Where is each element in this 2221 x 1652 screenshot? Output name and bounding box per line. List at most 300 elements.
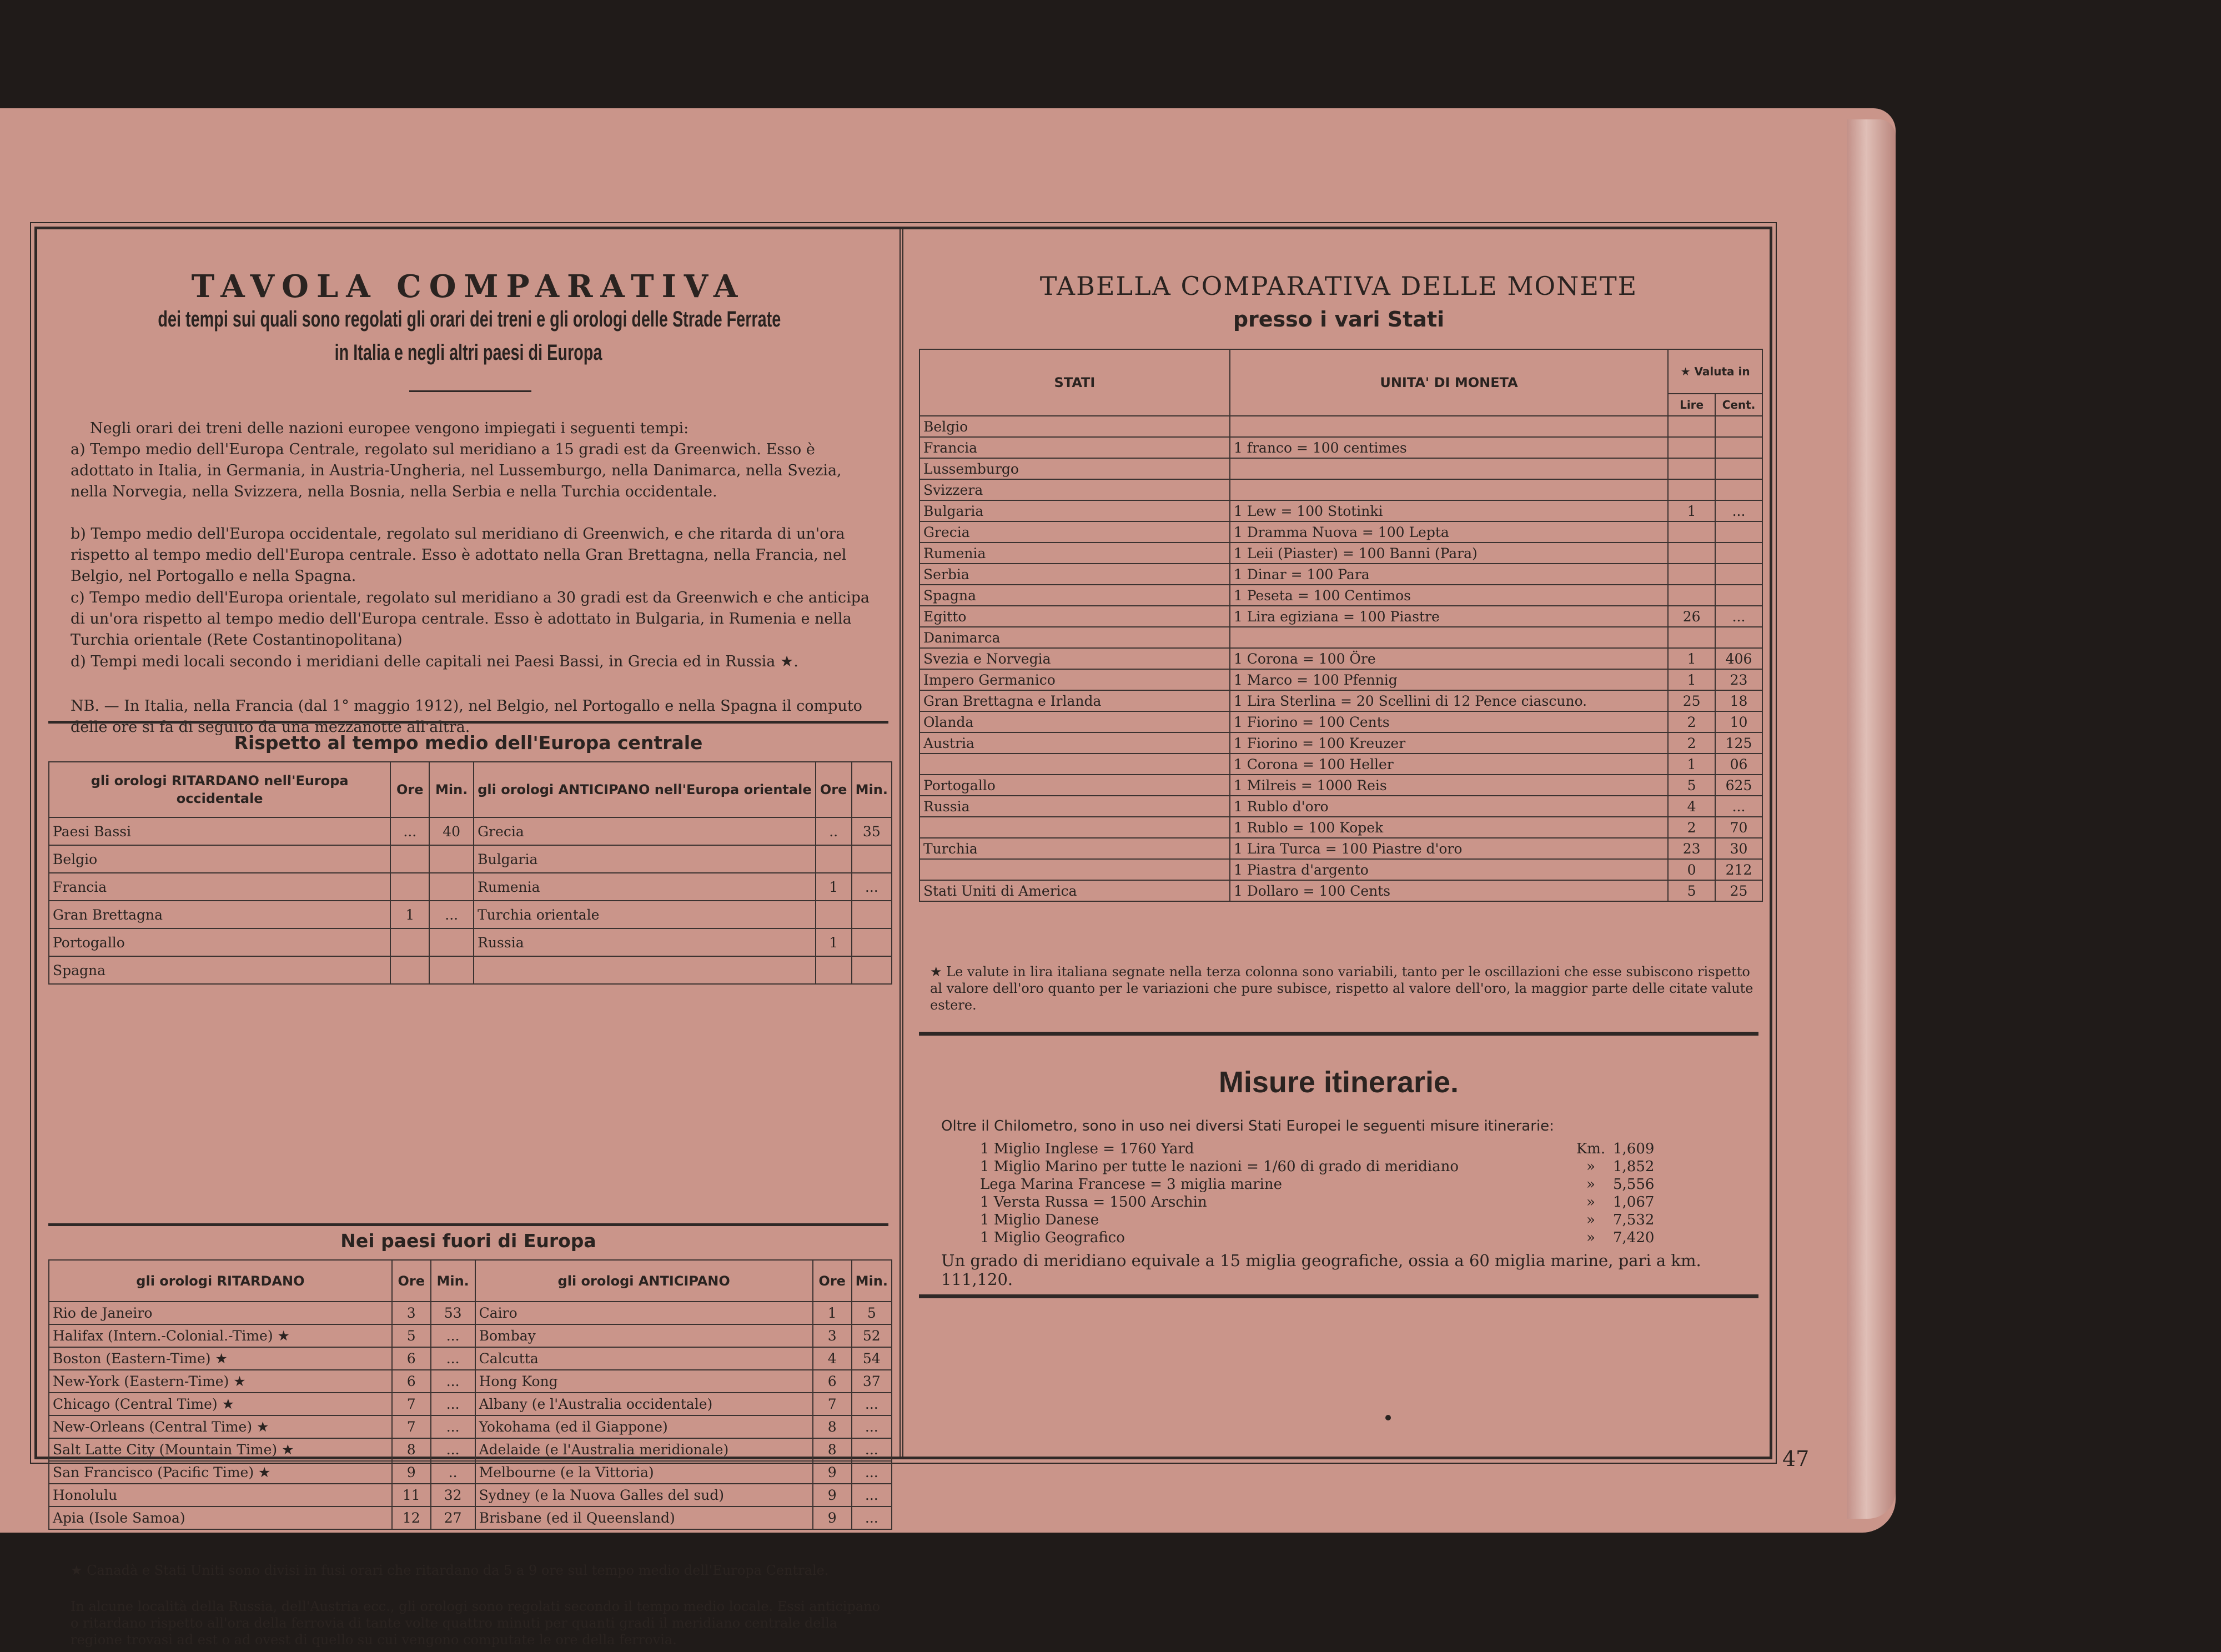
right-title: TABELLA COMPARATIVA DELLE MONETE xyxy=(1039,271,1638,301)
minutes: ... xyxy=(431,1438,475,1461)
state-name: Belgio xyxy=(919,416,1230,437)
value-cent: 625 xyxy=(1715,775,1762,796)
measure-value: 1,852 xyxy=(1613,1158,1655,1175)
table-row xyxy=(919,648,1762,669)
value-cent: 10 xyxy=(1715,711,1762,732)
measure-row xyxy=(980,1211,1674,1229)
value-cent xyxy=(1715,437,1762,458)
state-name: Gran Brettagna e Irlanda xyxy=(919,690,1230,711)
measure-unit: » xyxy=(1586,1176,1595,1193)
header-ore: Ore xyxy=(392,1260,431,1302)
value-cent xyxy=(1715,627,1762,648)
minutes xyxy=(429,845,474,873)
table-row xyxy=(919,880,1762,901)
table-row xyxy=(919,543,1762,564)
value-cent xyxy=(1715,564,1762,585)
europe-table xyxy=(48,761,892,985)
state-name: Spagna xyxy=(919,585,1230,606)
hours: 9 xyxy=(813,1484,852,1507)
hours: 1 xyxy=(816,928,852,956)
value-lire xyxy=(1668,543,1715,564)
table-row xyxy=(49,1484,892,1507)
measure-unit: » xyxy=(1586,1212,1595,1228)
hours xyxy=(390,956,429,984)
table-row xyxy=(919,754,1762,775)
minutes: ... xyxy=(431,1370,475,1393)
value-cent xyxy=(1715,521,1762,543)
value-cent: 125 xyxy=(1715,732,1762,754)
minutes: 35 xyxy=(852,817,892,845)
country-name: Portogallo xyxy=(49,928,390,956)
measure-name: 1 Miglio Geografico xyxy=(980,1229,1125,1246)
header-stati: STATI xyxy=(919,349,1230,416)
measure-name: 1 Miglio Marino per tutte le nazioni = 1/60 di grado di meridiano xyxy=(980,1158,1459,1175)
state-name: Lussemburgo xyxy=(919,458,1230,479)
table-row xyxy=(919,711,1762,732)
hours: 6 xyxy=(813,1370,852,1393)
state-name: Portogallo xyxy=(919,775,1230,796)
hours: 7 xyxy=(392,1393,431,1415)
hours: 3 xyxy=(392,1302,431,1324)
table-row xyxy=(919,775,1762,796)
currency-unit: 1 Piastra d'argento xyxy=(1230,859,1668,880)
currency-unit: 1 Dramma Nuova = 100 Lepta xyxy=(1230,521,1668,543)
state-name xyxy=(919,754,1230,775)
value-cent: 23 xyxy=(1715,669,1762,690)
footnote-2: In alcune località della Russia, dell'Austria ecc., gli orologi sono regolati secondo il tempo medio locale. Essi anticipano o ritardano rispetto all'ora della ferrovia di tante volte quattro minuti per quanti gradi il meridiano centrale della regione trovasi ad est o ad ovest di quello su cui vengono computate le ore della ferrovia. xyxy=(71,1599,881,1648)
value-cent: ... xyxy=(1715,606,1762,627)
minutes: ... xyxy=(852,1415,892,1438)
table-row xyxy=(49,817,892,845)
table-row xyxy=(49,1393,892,1415)
table-row xyxy=(919,437,1762,458)
value-lire: 1 xyxy=(1668,648,1715,669)
para-nb: NB. — In Italia, nella Francia (dal 1° maggio 1912), nel Belgio, nel Portogallo e nella Spagna il computo delle ore si fa di seguito da una mezzanotte all'altra. xyxy=(71,697,862,736)
value-lire: 0 xyxy=(1668,859,1715,880)
para-a: a) Tempo medio dell'Europa Centrale, regolato sul meridiano a 15 gradi est da Greenwich. Esso è adottato in Italia, in Germania, in Austria-Ungheria, nel Lussemburgo, nella Danimarca, nella Svezia, nella Norvegia, nella Svizzera, nella Bosnia, nella Serbia e nella Turchia occidentale. xyxy=(71,441,842,500)
misure-title: Misure itinerarie. xyxy=(1218,1066,1459,1099)
minutes: ... xyxy=(852,1393,892,1415)
hours: 6 xyxy=(392,1370,431,1393)
state-name: Svezia e Norvegia xyxy=(919,648,1230,669)
table-row xyxy=(919,859,1762,880)
minutes xyxy=(429,928,474,956)
hours: 12 xyxy=(392,1507,431,1529)
header-ant-east: gli orologi ANTICIPANO nell'Europa orientale xyxy=(474,762,816,817)
minutes xyxy=(429,956,474,984)
table-row xyxy=(49,1438,892,1461)
minutes xyxy=(852,845,892,873)
header-valuta: ★ Valuta in xyxy=(1668,349,1762,394)
value-cent xyxy=(1715,543,1762,564)
measure-row xyxy=(980,1229,1674,1247)
misure-foot: Un grado di meridiano equivale a 15 miglia geografiche, ossia a 60 miglia marine, pari a km. 111,120. xyxy=(941,1251,1701,1289)
city-name: Cairo xyxy=(475,1302,813,1324)
left-subtitle-2: in Italia e negli altri paesi di Europa xyxy=(334,340,602,365)
minutes: 40 xyxy=(429,817,474,845)
para-c: c) Tempo medio dell'Europa orientale, regolato sul meridiano a 30 gradi est da Greenwich e che anticipa di un'ora rispetto al tempo medio dell'Europa centrale. Esso è adottato in Bulgaria, in Rumenia e nella Turchia orientale (Rete Costantinopolitana) xyxy=(71,589,870,649)
minutes: ... xyxy=(429,901,474,928)
right-subtitle: presso i vari Stati xyxy=(1233,307,1445,332)
table-row xyxy=(919,500,1762,521)
table-row xyxy=(49,1507,892,1529)
measure-unit: » xyxy=(1586,1158,1595,1175)
state-name: Olanda xyxy=(919,711,1230,732)
currency-unit: 1 Dinar = 100 Para xyxy=(1230,564,1668,585)
value-cent xyxy=(1715,458,1762,479)
header-min: Min. xyxy=(852,762,892,817)
value-lire: 23 xyxy=(1668,838,1715,859)
minutes: .. xyxy=(431,1461,475,1484)
table-row xyxy=(49,1324,892,1347)
minutes: ... xyxy=(431,1393,475,1415)
ink-dot xyxy=(1385,1415,1391,1420)
currency-unit: 1 Milreis = 1000 Reis xyxy=(1230,775,1668,796)
hours xyxy=(816,901,852,928)
hours: 8 xyxy=(392,1438,431,1461)
currency-unit: 1 Lira Turca = 100 Piastre d'oro xyxy=(1230,838,1668,859)
hours: 6 xyxy=(392,1347,431,1370)
header-rit: gli orologi RITARDANO xyxy=(49,1260,392,1302)
minutes: ... xyxy=(852,1507,892,1529)
page-number: 47 xyxy=(1782,1447,1810,1471)
city-name: Halifax (Intern.-Colonial.-Time) ★ xyxy=(49,1324,392,1347)
value-cent: ... xyxy=(1715,796,1762,817)
misure-list xyxy=(980,1140,1674,1247)
country-name: Spagna xyxy=(49,956,390,984)
value-lire xyxy=(1668,564,1715,585)
table-row xyxy=(919,564,1762,585)
table-row xyxy=(919,838,1762,859)
value-cent: 212 xyxy=(1715,859,1762,880)
hours: .. xyxy=(816,817,852,845)
value-lire: 26 xyxy=(1668,606,1715,627)
country-name: Belgio xyxy=(49,845,390,873)
value-cent: ... xyxy=(1715,500,1762,521)
city-name: Brisbane (ed il Queensland) xyxy=(475,1507,813,1529)
minutes: 52 xyxy=(852,1324,892,1347)
table-row xyxy=(919,817,1762,838)
currency-unit: 1 Rublo d'oro xyxy=(1230,796,1668,817)
value-lire xyxy=(1668,458,1715,479)
hours: 9 xyxy=(813,1461,852,1484)
minutes xyxy=(429,873,474,901)
table-row xyxy=(919,732,1762,754)
hours: 8 xyxy=(813,1438,852,1461)
value-lire: 5 xyxy=(1668,775,1715,796)
value-lire: 2 xyxy=(1668,711,1715,732)
value-lire xyxy=(1668,627,1715,648)
hours xyxy=(816,845,852,873)
measure-value: 7,420 xyxy=(1613,1229,1655,1246)
currency-unit: 1 franco = 100 centimes xyxy=(1230,437,1668,458)
city-name: Apia (Isole Samoa) xyxy=(49,1507,392,1529)
footnote-1: ★ Canadà e Stati Uniti sono divisi in fusi orari che ritardano da 5 a 9 ore sul tempo medio dell'Europa Centrale. xyxy=(71,1563,829,1578)
minutes: 54 xyxy=(852,1347,892,1370)
minutes xyxy=(852,928,892,956)
value-cent: 18 xyxy=(1715,690,1762,711)
header-cent: Cent. xyxy=(1715,394,1762,416)
hours: ... xyxy=(390,817,429,845)
minutes: 32 xyxy=(431,1484,475,1507)
table-row xyxy=(49,901,892,928)
table-row xyxy=(49,1415,892,1438)
time-comparison-panel xyxy=(37,229,903,1648)
hours: 1 xyxy=(390,901,429,928)
state-name: Egitto xyxy=(919,606,1230,627)
value-lire: 1 xyxy=(1668,754,1715,775)
currency-unit xyxy=(1230,416,1668,437)
minutes: ... xyxy=(431,1347,475,1370)
hours: 8 xyxy=(813,1415,852,1438)
hours: 9 xyxy=(813,1507,852,1529)
value-cent xyxy=(1715,479,1762,500)
state-name: Turchia xyxy=(919,838,1230,859)
measure-row xyxy=(980,1176,1674,1193)
empty-cell xyxy=(852,956,892,984)
value-lire: 5 xyxy=(1668,880,1715,901)
header-unita: UNITA' DI MONETA xyxy=(1230,349,1668,416)
table-row xyxy=(49,956,892,984)
measure-unit: » xyxy=(1586,1194,1595,1211)
currency-unit xyxy=(1230,458,1668,479)
table-row xyxy=(49,1370,892,1393)
header-ore: Ore xyxy=(816,762,852,817)
value-lire: 2 xyxy=(1668,817,1715,838)
value-lire xyxy=(1668,437,1715,458)
table-row xyxy=(919,416,1762,437)
measure-value: 5,556 xyxy=(1613,1176,1655,1193)
country-name: Gran Brettagna xyxy=(49,901,390,928)
value-lire xyxy=(1668,521,1715,543)
value-cent: 30 xyxy=(1715,838,1762,859)
table-row xyxy=(919,669,1762,690)
table-row xyxy=(919,796,1762,817)
document-frame xyxy=(34,227,1772,1648)
currency-note: ★ Le valute in lira italiana segnate nella terza colonna sono variabili, tanto per le oscillazioni che esse subiscono rispetto al valore dell'oro quanto per le variazioni che pure subisce, rispetto al valore dell'oro, la maggior parte delle citate valute estere. xyxy=(930,964,1753,1013)
currency-unit xyxy=(1230,627,1668,648)
country-name: Turchia orientale xyxy=(474,901,816,928)
table-row xyxy=(919,606,1762,627)
table-row xyxy=(919,458,1762,479)
left-title: TAVOLA COMPARATIVA xyxy=(191,268,746,305)
city-name: Hong Kong xyxy=(475,1370,813,1393)
table-row xyxy=(49,928,892,956)
table-row xyxy=(49,845,892,873)
state-name: Bulgaria xyxy=(919,500,1230,521)
city-name: Melbourne (e la Vittoria) xyxy=(475,1461,813,1484)
currency-unit: 1 Fiorino = 100 Kreuzer xyxy=(1230,732,1668,754)
hours xyxy=(390,873,429,901)
city-name: New-York (Eastern-Time) ★ xyxy=(49,1370,392,1393)
table-row xyxy=(919,521,1762,543)
currency-unit xyxy=(1230,479,1668,500)
header-ore: Ore xyxy=(390,762,429,817)
value-cent xyxy=(1715,585,1762,606)
state-name: Serbia xyxy=(919,564,1230,585)
minutes: ... xyxy=(852,1484,892,1507)
title-rule xyxy=(409,390,531,392)
minutes: ... xyxy=(852,1461,892,1484)
table-row xyxy=(919,585,1762,606)
value-cent: 06 xyxy=(1715,754,1762,775)
minutes: ... xyxy=(431,1415,475,1438)
value-lire: 25 xyxy=(1668,690,1715,711)
country-name: Grecia xyxy=(474,817,816,845)
measure-name: 1 Miglio Inglese = 1760 Yard xyxy=(980,1141,1194,1157)
city-name: Adelaide (e l'Australia meridionale) xyxy=(475,1438,813,1461)
para-b: b) Tempo medio dell'Europa occidentale, regolato sul meridiano di Greenwich, e che ritarda di un'ora rispetto al tempo medio dell'Europa centrale. Esso è adottato nella Gran Brettagna, nella Francia, nel Belgio, nel Portogallo e nella Spagna. xyxy=(71,525,847,585)
minutes xyxy=(852,901,892,928)
value-cent: 25 xyxy=(1715,880,1762,901)
measure-unit: Km. xyxy=(1576,1141,1606,1157)
country-name: Rumenia xyxy=(474,873,816,901)
city-name: Yokohama (ed il Giappone) xyxy=(475,1415,813,1438)
misure-intro: Oltre il Chilometro, sono in uso nei diversi Stati Europei le seguenti misure itinerarie: xyxy=(941,1118,1554,1134)
table-row xyxy=(49,1461,892,1484)
state-name: Russia xyxy=(919,796,1230,817)
minutes: 53 xyxy=(431,1302,475,1324)
table-row xyxy=(49,873,892,901)
rule-1 xyxy=(48,721,888,724)
header-min: Min. xyxy=(429,762,474,817)
measure-value: 1,609 xyxy=(1613,1141,1655,1157)
country-name: Bulgaria xyxy=(474,845,816,873)
minutes: ... xyxy=(852,873,892,901)
table-row xyxy=(919,627,1762,648)
currency-unit: 1 Lira Sterlina = 20 Scellini di 12 Pence ciascuno. xyxy=(1230,690,1668,711)
minutes: 5 xyxy=(852,1302,892,1324)
state-name xyxy=(919,859,1230,880)
table-row xyxy=(49,1347,892,1370)
city-name: Chicago (Central Time) ★ xyxy=(49,1393,392,1415)
measure-row xyxy=(980,1158,1674,1176)
currency-unit: 1 Peseta = 100 Centimos xyxy=(1230,585,1668,606)
state-name: Austria xyxy=(919,732,1230,754)
value-cent: 406 xyxy=(1715,648,1762,669)
currency-unit: 1 Dollaro = 100 Cents xyxy=(1230,880,1668,901)
measure-value: 7,532 xyxy=(1613,1212,1655,1228)
header-lire: Lire xyxy=(1668,394,1715,416)
state-name: Rumenia xyxy=(919,543,1230,564)
city-name: Bombay xyxy=(475,1324,813,1347)
city-name: San Francisco (Pacific Time) ★ xyxy=(49,1461,392,1484)
minutes: ... xyxy=(852,1438,892,1461)
currency-unit: 1 Leii (Piaster) = 100 Banni (Para) xyxy=(1230,543,1668,564)
empty-cell xyxy=(474,956,816,984)
table-row xyxy=(49,1302,892,1324)
hours: 4 xyxy=(813,1347,852,1370)
header-ore: Ore xyxy=(813,1260,852,1302)
state-name: Danimarca xyxy=(919,627,1230,648)
empty-cell xyxy=(816,956,852,984)
measure-row xyxy=(980,1140,1674,1158)
hours: 1 xyxy=(813,1302,852,1324)
currency-unit: 1 Marco = 100 Pfennig xyxy=(1230,669,1668,690)
rule-2 xyxy=(48,1223,888,1226)
hours: 1 xyxy=(816,873,852,901)
currency-unit: 1 Lira egiziana = 100 Piastre xyxy=(1230,606,1668,627)
currency-unit: 1 Rublo = 100 Kopek xyxy=(1230,817,1668,838)
country-name: Francia xyxy=(49,873,390,901)
city-name: Albany (e l'Australia occidentale) xyxy=(475,1393,813,1415)
value-lire xyxy=(1668,416,1715,437)
outside-table xyxy=(48,1259,892,1530)
currency-unit: 1 Fiorino = 100 Cents xyxy=(1230,711,1668,732)
hours: 5 xyxy=(392,1324,431,1347)
hours: 7 xyxy=(813,1393,852,1415)
header-min: Min. xyxy=(852,1260,892,1302)
minutes: 37 xyxy=(852,1370,892,1393)
minutes: ... xyxy=(431,1324,475,1347)
section-outside: Nei paesi fuori di Europa xyxy=(340,1230,596,1252)
section-europe: Rispetto al tempo medio dell'Europa centrale xyxy=(234,732,703,754)
state-name: Francia xyxy=(919,437,1230,458)
currency-unit: 1 Corona = 100 Heller xyxy=(1230,754,1668,775)
currency-panel xyxy=(908,229,1770,1457)
rule-3 xyxy=(919,1032,1758,1036)
value-lire xyxy=(1668,585,1715,606)
currency-table xyxy=(919,349,1763,902)
state-name xyxy=(919,817,1230,838)
state-name: Impero Germanico xyxy=(919,669,1230,690)
measure-row xyxy=(980,1193,1674,1211)
page-stack-edge xyxy=(1847,119,1896,1519)
value-lire: 1 xyxy=(1668,669,1715,690)
currency-unit: 1 Corona = 100 Öre xyxy=(1230,648,1668,669)
city-name: New-Orleans (Central Time) ★ xyxy=(49,1415,392,1438)
country-name: Russia xyxy=(474,928,816,956)
value-cent: 70 xyxy=(1715,817,1762,838)
left-subtitle-1: dei tempi sui quali sono regolati gli orari dei treni e gli orologi delle Strade Ferrate xyxy=(158,307,781,332)
rule-4 xyxy=(919,1294,1758,1298)
header-min: Min. xyxy=(431,1260,475,1302)
table-row xyxy=(919,690,1762,711)
value-lire: 1 xyxy=(1668,500,1715,521)
measure-name: Lega Marina Francese = 3 miglia marine xyxy=(980,1176,1282,1193)
city-name: Boston (Eastern-Time) ★ xyxy=(49,1347,392,1370)
hours: 11 xyxy=(392,1484,431,1507)
measure-value: 1,067 xyxy=(1613,1194,1655,1211)
table-row xyxy=(919,479,1762,500)
hours xyxy=(390,928,429,956)
city-name: Sydney (e la Nuova Galles del sud) xyxy=(475,1484,813,1507)
hours: 7 xyxy=(392,1415,431,1438)
value-lire: 2 xyxy=(1668,732,1715,754)
header-ant: gli orologi ANTICIPANO xyxy=(475,1260,813,1302)
value-cent xyxy=(1715,416,1762,437)
state-name: Stati Uniti di America xyxy=(919,880,1230,901)
hours: 9 xyxy=(392,1461,431,1484)
city-name: Salt Latte City (Mountain Time) ★ xyxy=(49,1438,392,1461)
hours xyxy=(390,845,429,873)
hours: 3 xyxy=(813,1324,852,1347)
value-lire xyxy=(1668,479,1715,500)
measure-name: 1 Miglio Danese xyxy=(980,1212,1099,1228)
measure-unit: » xyxy=(1586,1229,1595,1246)
state-name: Svizzera xyxy=(919,479,1230,500)
state-name: Grecia xyxy=(919,521,1230,543)
minutes: 27 xyxy=(431,1507,475,1529)
intro-text: Negli orari dei treni delle nazioni europee vengono impiegati i seguenti tempi: xyxy=(90,420,689,437)
header-rit-west: gli orologi RITARDANO nell'Europa occidentale xyxy=(49,762,390,817)
city-name: Calcutta xyxy=(475,1347,813,1370)
city-name: Honolulu xyxy=(49,1484,392,1507)
city-name: Rio de Janeiro xyxy=(49,1302,392,1324)
country-name: Paesi Bassi xyxy=(49,817,390,845)
para-d: d) Tempi medi locali secondo i meridiani delle capitali nei Paesi Bassi, in Grecia ed in Russia ★. xyxy=(71,653,798,670)
currency-unit: 1 Lew = 100 Stotinki xyxy=(1230,500,1668,521)
